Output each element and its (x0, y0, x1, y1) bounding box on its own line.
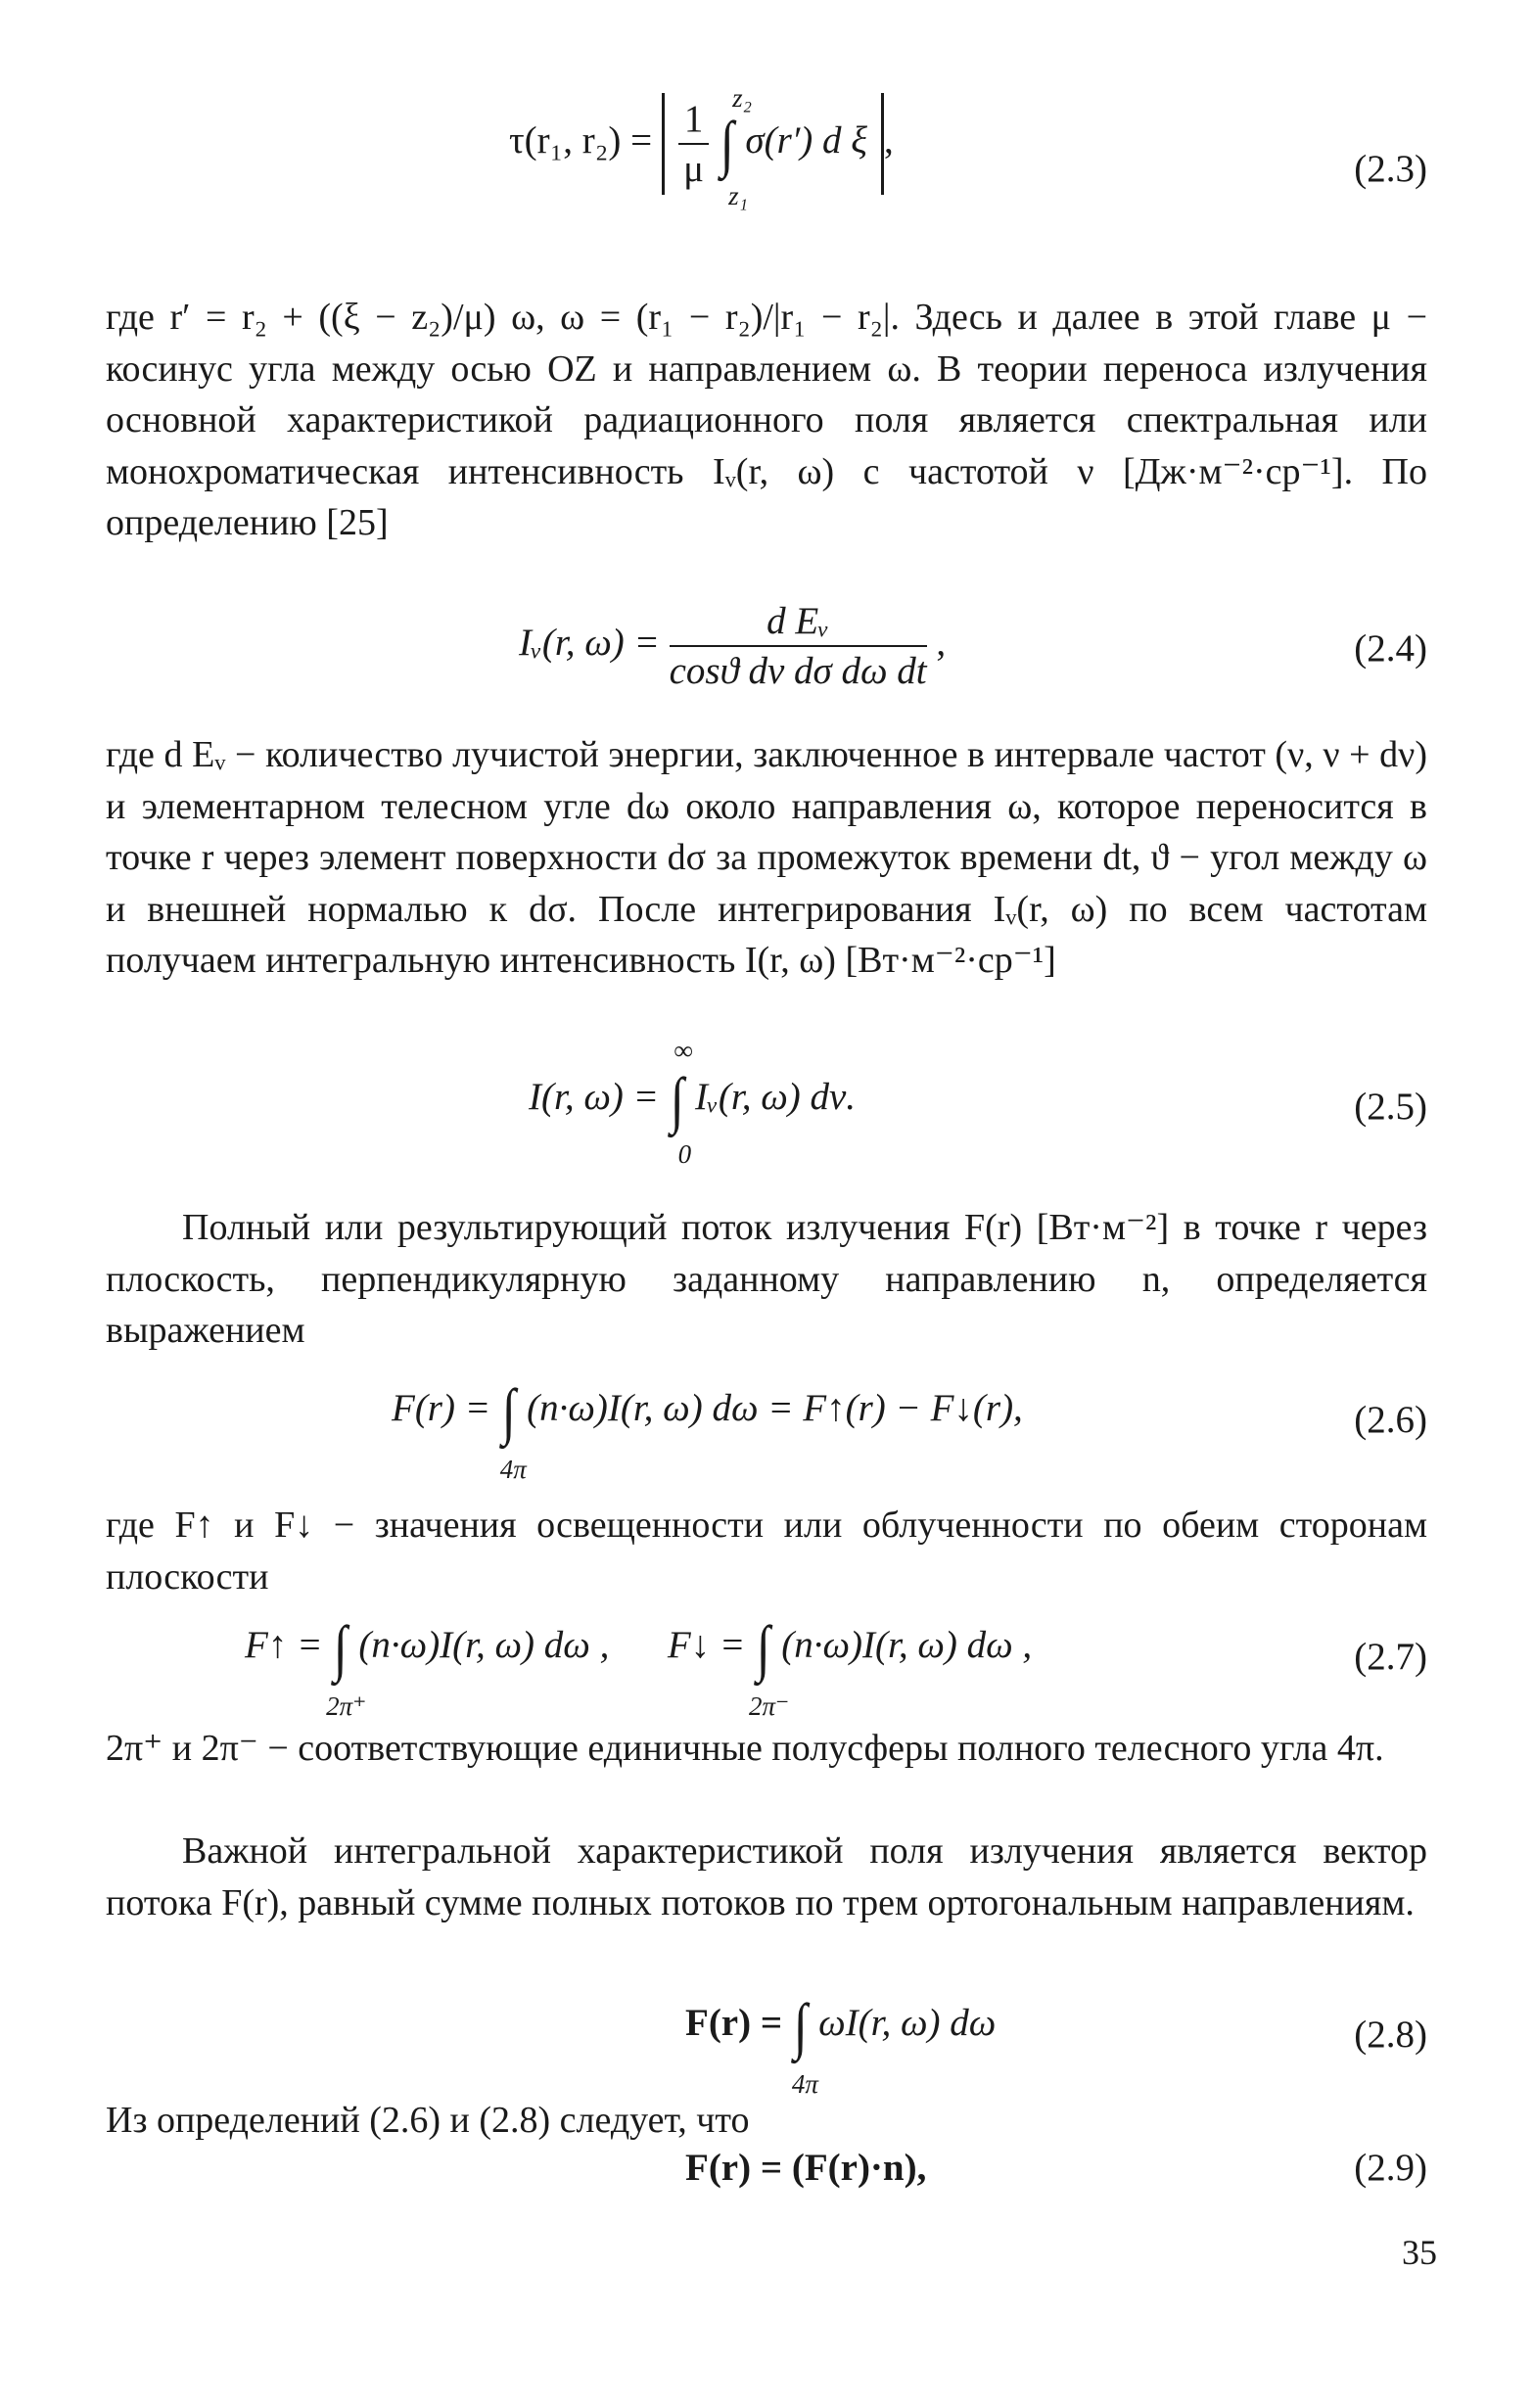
equation-2-4: Iᵥ(r, ω) = $\frac{\text{d Eᵥ}}{\text{cosϑ dν dσ dω dt}}$ , (519, 600, 947, 692)
integral-sign: ∫ (333, 1613, 348, 1683)
absolute-value: $\frac{1}{\mu}$ ∫ z₂ z₁ σ(r′) d ξ (662, 93, 884, 195)
equation-number: (2.5) (1354, 1086, 1427, 1128)
paragraph: где d Eᵥ − количество лучистой энергии, заключенное в интервале частот (ν, ν + dν) и элементарном телесном угле dω около направления ω, которое переносится в точке r через элемент поверхности dσ за промежуток времени dt, ϑ − угол между ω и внешней нормалью к dσ. После интегрирования Iᵥ(r, ω) по всем частотам получаем интегральную интенсивность I(r, ω) [Вт·м⁻²·ср⁻¹] (106, 734, 1427, 981)
paragraph: где r′ = r₂ + ((ξ − z₂)/μ) ω, ω = (r₁ − r₂)/|r₁ − r₂|. Здесь и далее в этой главе μ − косинус угла между осью OZ и направлением ω. В теории переноса излучения основной характеристикой радиационного поля является спектральная или монохроматическая интенсивность Iᵥ(r, ω) с частотой ν [Дж·м⁻²·ср⁻¹]. По определению [25] (106, 297, 1427, 543)
paragraph: Полный или результирующий поток излучения F(r) [Вт·м⁻²] в точке r через плоскость, перпендикулярную заданному направлению n, определяется выражением (106, 1207, 1427, 1351)
integral-sign: ∫ (670, 1065, 684, 1135)
equation-2-8: F(r) = ∫ 4π ωI(r, ω) dω (685, 1991, 997, 2099)
equation-number: (2.4) (1354, 627, 1427, 670)
equation-number: (2.3) (1354, 148, 1427, 190)
paragraph: Важной интегральной характеристикой поля излучения является вектор потока F(r), равный сумме полных потоков по трем ортогональным направлениям. (106, 1830, 1427, 1923)
equation-number: (2.6) (1354, 1399, 1427, 1441)
equation-number: (2.9) (1354, 2147, 1427, 2189)
paragraph: Из определений (2.6) и (2.8) следует, что (106, 2100, 750, 2141)
integral-sign: ∫ (720, 109, 734, 178)
equation-2-9: F(r) = (F(r)·n), (685, 2147, 927, 2189)
equation-2-6: F(r) = ∫ 4π (n·ω)I(r, ω) dω = F↑(r) − F↓(r), (392, 1376, 1023, 1484)
integral-sign: ∫ (793, 1991, 808, 2061)
paragraph: где F↑ и F↓ − значения освещенности или облученности по обеим сторонам плоскости (106, 1505, 1427, 1598)
integral-sign: ∫ (756, 1613, 770, 1683)
paragraph: 2π⁺ и 2π⁻ − соответствующие единичные полусферы полного телесного угла 4π. (106, 1728, 1384, 1769)
equation-2-3: τ(r₁, r₂) = $\frac{1}{\mu}$ ∫ z₂ z₁ σ(r′) d ξ , (509, 83, 894, 210)
integral-sign: ∫ (501, 1376, 516, 1446)
page-number: 35 (1402, 2233, 1437, 2272)
equation-2-7: F↑ = ∫ 2π⁺ (n·ω)I(r, ω) dω , F↓ = ∫ 2π⁻ (n·ω)I(r, ω) dω , (245, 1613, 1033, 1721)
equation-2-5: I(r, ω) = ∫ ∞ 0 Iᵥ(r, ω) dν. (529, 1036, 857, 1169)
equation-number: (2.8) (1354, 2014, 1427, 2056)
equation-number: (2.7) (1354, 1636, 1427, 1678)
